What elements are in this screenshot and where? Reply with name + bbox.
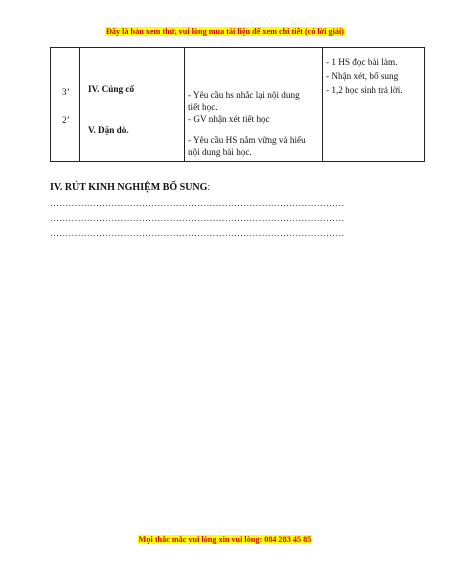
activity-review: IV. Củng cố — [88, 84, 135, 94]
teacher-line-4: - Yêu cầu HS nắm vững và hiểu — [188, 135, 306, 145]
time-1: 3’ — [62, 87, 70, 97]
section-title-text: IV. RÚT KINH NGHIỆM BỔ SUNG — [50, 182, 208, 193]
bottom-banner-text: Mọi thắc mắc vui lòng xin vui lòng: 084 283 45 85 — [138, 535, 312, 544]
bottom-banner — [0, 535, 450, 544]
lesson-table — [50, 47, 425, 162]
activity-cell — [80, 48, 185, 162]
activity-homework: V. Dặn dò. — [88, 125, 129, 135]
time-cell — [51, 48, 80, 162]
teacher-line-3: - GV nhận xét tiết học — [188, 114, 270, 124]
student-line-2: - Nhận xét, bổ sung — [326, 71, 399, 81]
student-cell — [323, 48, 425, 162]
notes-line-2: …………………………………………………………………………………… — [50, 213, 345, 223]
teacher-line-2: tiết học. — [188, 102, 218, 112]
notes-line-1: …………………………………………………………………………………… — [50, 198, 345, 208]
top-banner — [0, 27, 450, 36]
section-title — [50, 182, 210, 193]
student-line-3: - 1,2 học sinh trả lời. — [326, 85, 403, 95]
table-row — [51, 48, 425, 162]
teacher-cell — [185, 48, 323, 162]
teacher-line-5: nội dung bài học. — [188, 147, 252, 157]
student-line-1: - 1 HS đọc bài làm. — [326, 57, 398, 67]
teacher-line-1: - Yêu cầu hs nhắc lại nội dung — [188, 90, 300, 100]
notes-line-3: …………………………………………………………………………………… — [50, 228, 345, 238]
section-title-colon: : — [207, 182, 211, 193]
time-2: 2’ — [62, 115, 70, 125]
top-banner-text: Đây là bản xem thử, vui lòng mua tài liệu để xem chi tiết (có lời giải) — [105, 27, 344, 36]
